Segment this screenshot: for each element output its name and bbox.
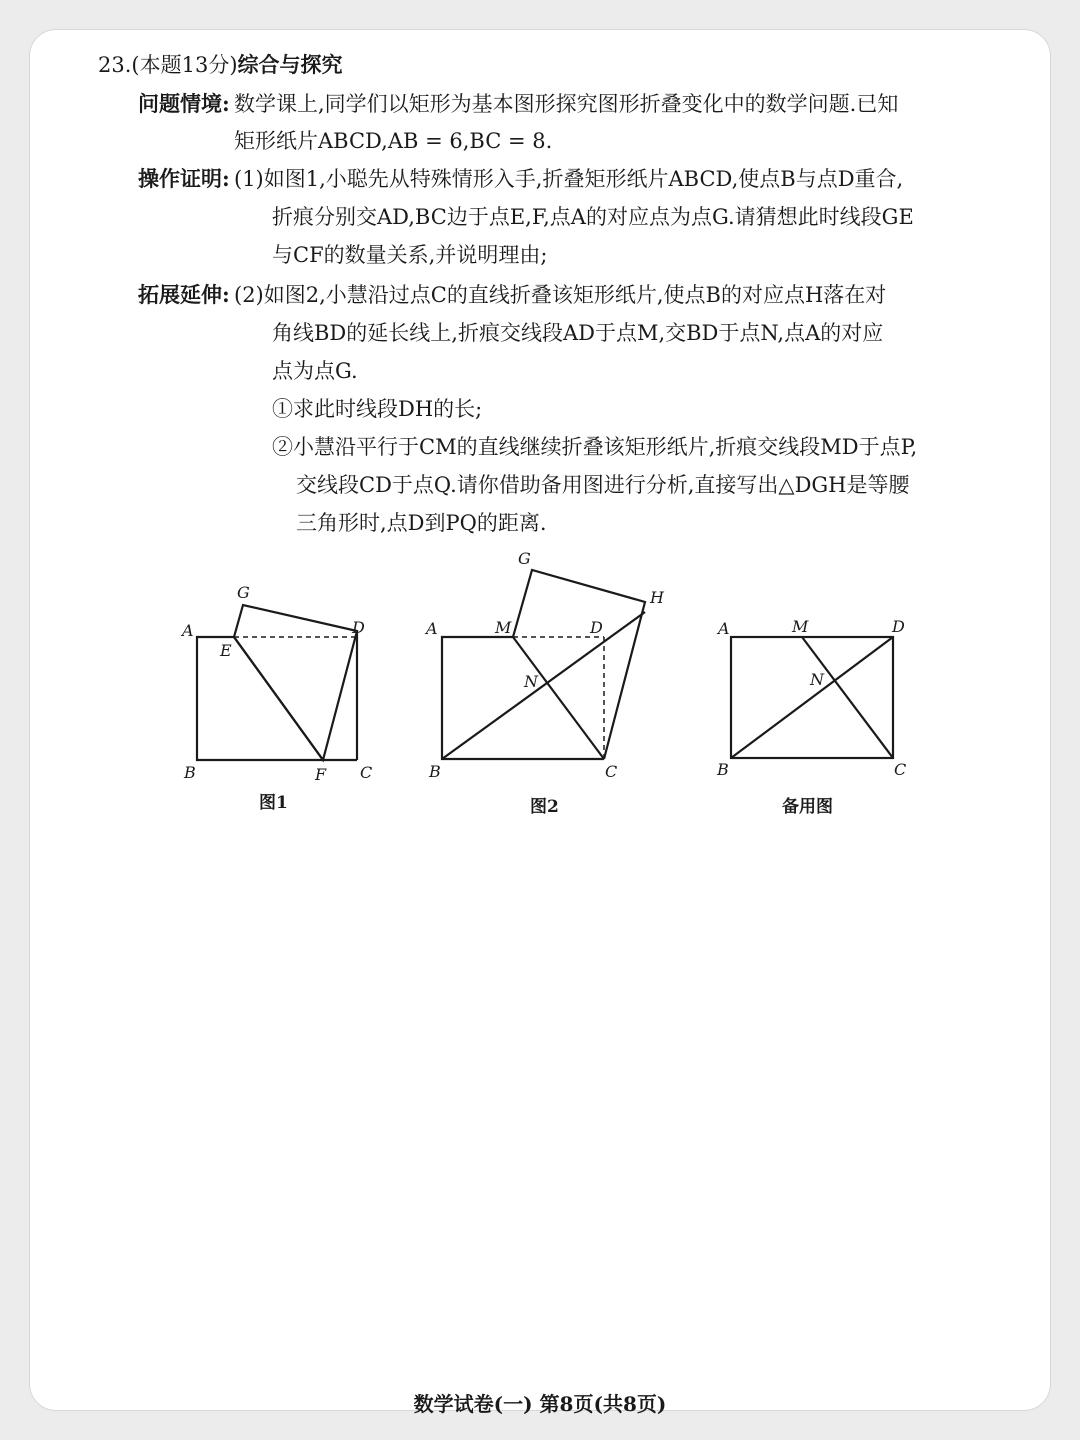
figure-1	[170, 575, 390, 795]
fig1-label-C: C	[360, 763, 373, 782]
extension-line-2: 角线BD的延长线上,折痕交线段AD于点M,交BD于点N,点A的对应	[272, 321, 884, 345]
extension-label: 拓展延伸:	[138, 282, 230, 307]
fig1-label-B: B	[184, 763, 196, 782]
fig3-label-A: A	[718, 619, 730, 638]
figure-2-caption: 图2	[530, 797, 559, 817]
context-label: 问题情境:	[138, 91, 230, 116]
context-line-1: 数学课上,同学们以矩形为基本图形探究图形折叠变化中的数学问题.已知	[234, 92, 899, 116]
figure-spare	[710, 610, 920, 785]
fig2-diagonal-BH	[442, 612, 645, 759]
problem-points: (本题13分)	[131, 53, 238, 77]
fig1-folded-part	[234, 605, 357, 760]
extension-line-3: 点为点G.	[272, 359, 358, 383]
fig3-label-D: D	[892, 617, 905, 636]
extension-question-2-line-3: 三角形时,点D到PQ的距离.	[296, 511, 547, 535]
fig1-label-G: G	[237, 583, 250, 602]
proof-label: 操作证明:	[138, 166, 230, 191]
problem-header	[98, 50, 343, 80]
fig3-label-N: N	[810, 670, 824, 689]
fig3-diagonal-BD	[731, 637, 893, 758]
problem-number: 23.	[98, 53, 132, 77]
fig3-crease-MC	[802, 637, 893, 758]
proof-line-1: (1)如图1,小聪先从特殊情形入手,折叠矩形纸片ABCD,使点B与点D重合,	[234, 167, 904, 191]
fig2-label-B: B	[429, 762, 441, 781]
figure-spare-diagram	[710, 610, 920, 785]
fig2-label-H: H	[650, 588, 664, 607]
extension-question-2-line-2: 交线段CD于点Q.请你借助备用图进行分析,直接写出△DGH是等腰	[296, 473, 910, 497]
proof-line-3: 与CF的数量关系,并说明理由;	[272, 243, 548, 267]
proof-line-2: 折痕分别交AD,BC边于点E,F,点A的对应点为点G.请猜想此时线段GE	[272, 205, 914, 229]
fig2-label-C: C	[605, 762, 618, 781]
fig3-label-B: B	[717, 760, 729, 779]
context-line-2: 矩形纸片ABCD,AB = 6,BC = 8.	[234, 129, 553, 153]
figure-2-diagram	[420, 540, 680, 790]
fig2-label-D: D	[590, 618, 603, 637]
problem-title: 综合与探究	[237, 52, 343, 77]
figure-spare-caption: 备用图	[782, 797, 833, 817]
fig2-label-N: N	[524, 672, 538, 691]
extension-line-1: (2)如图2,小慧沿过点C的直线折叠该矩形纸片,使点B的对应点H落在对	[234, 283, 887, 307]
fig1-label-E: E	[220, 641, 232, 660]
fig2-label-G: G	[518, 549, 531, 568]
fig3-label-C: C	[894, 760, 907, 779]
extension-question-1: ①求此时线段DH的长;	[272, 397, 483, 421]
figure-2	[420, 540, 680, 790]
figure-1-diagram	[170, 575, 390, 795]
fig2-label-A: A	[426, 619, 438, 638]
fig1-label-A: A	[182, 621, 194, 640]
fig2-label-M: M	[495, 618, 512, 637]
page-footer: 数学试卷(一) 第8页(共8页)	[413, 1392, 667, 1416]
figure-1-caption: 图1	[259, 793, 288, 813]
fig1-label-F: F	[315, 765, 327, 784]
extension-question-2-line-1: ②小慧沿平行于CM的直线继续折叠该矩形纸片,折痕交线段MD于点P,	[272, 435, 918, 459]
fig3-label-M: M	[792, 617, 809, 636]
fig1-label-D: D	[352, 618, 365, 637]
